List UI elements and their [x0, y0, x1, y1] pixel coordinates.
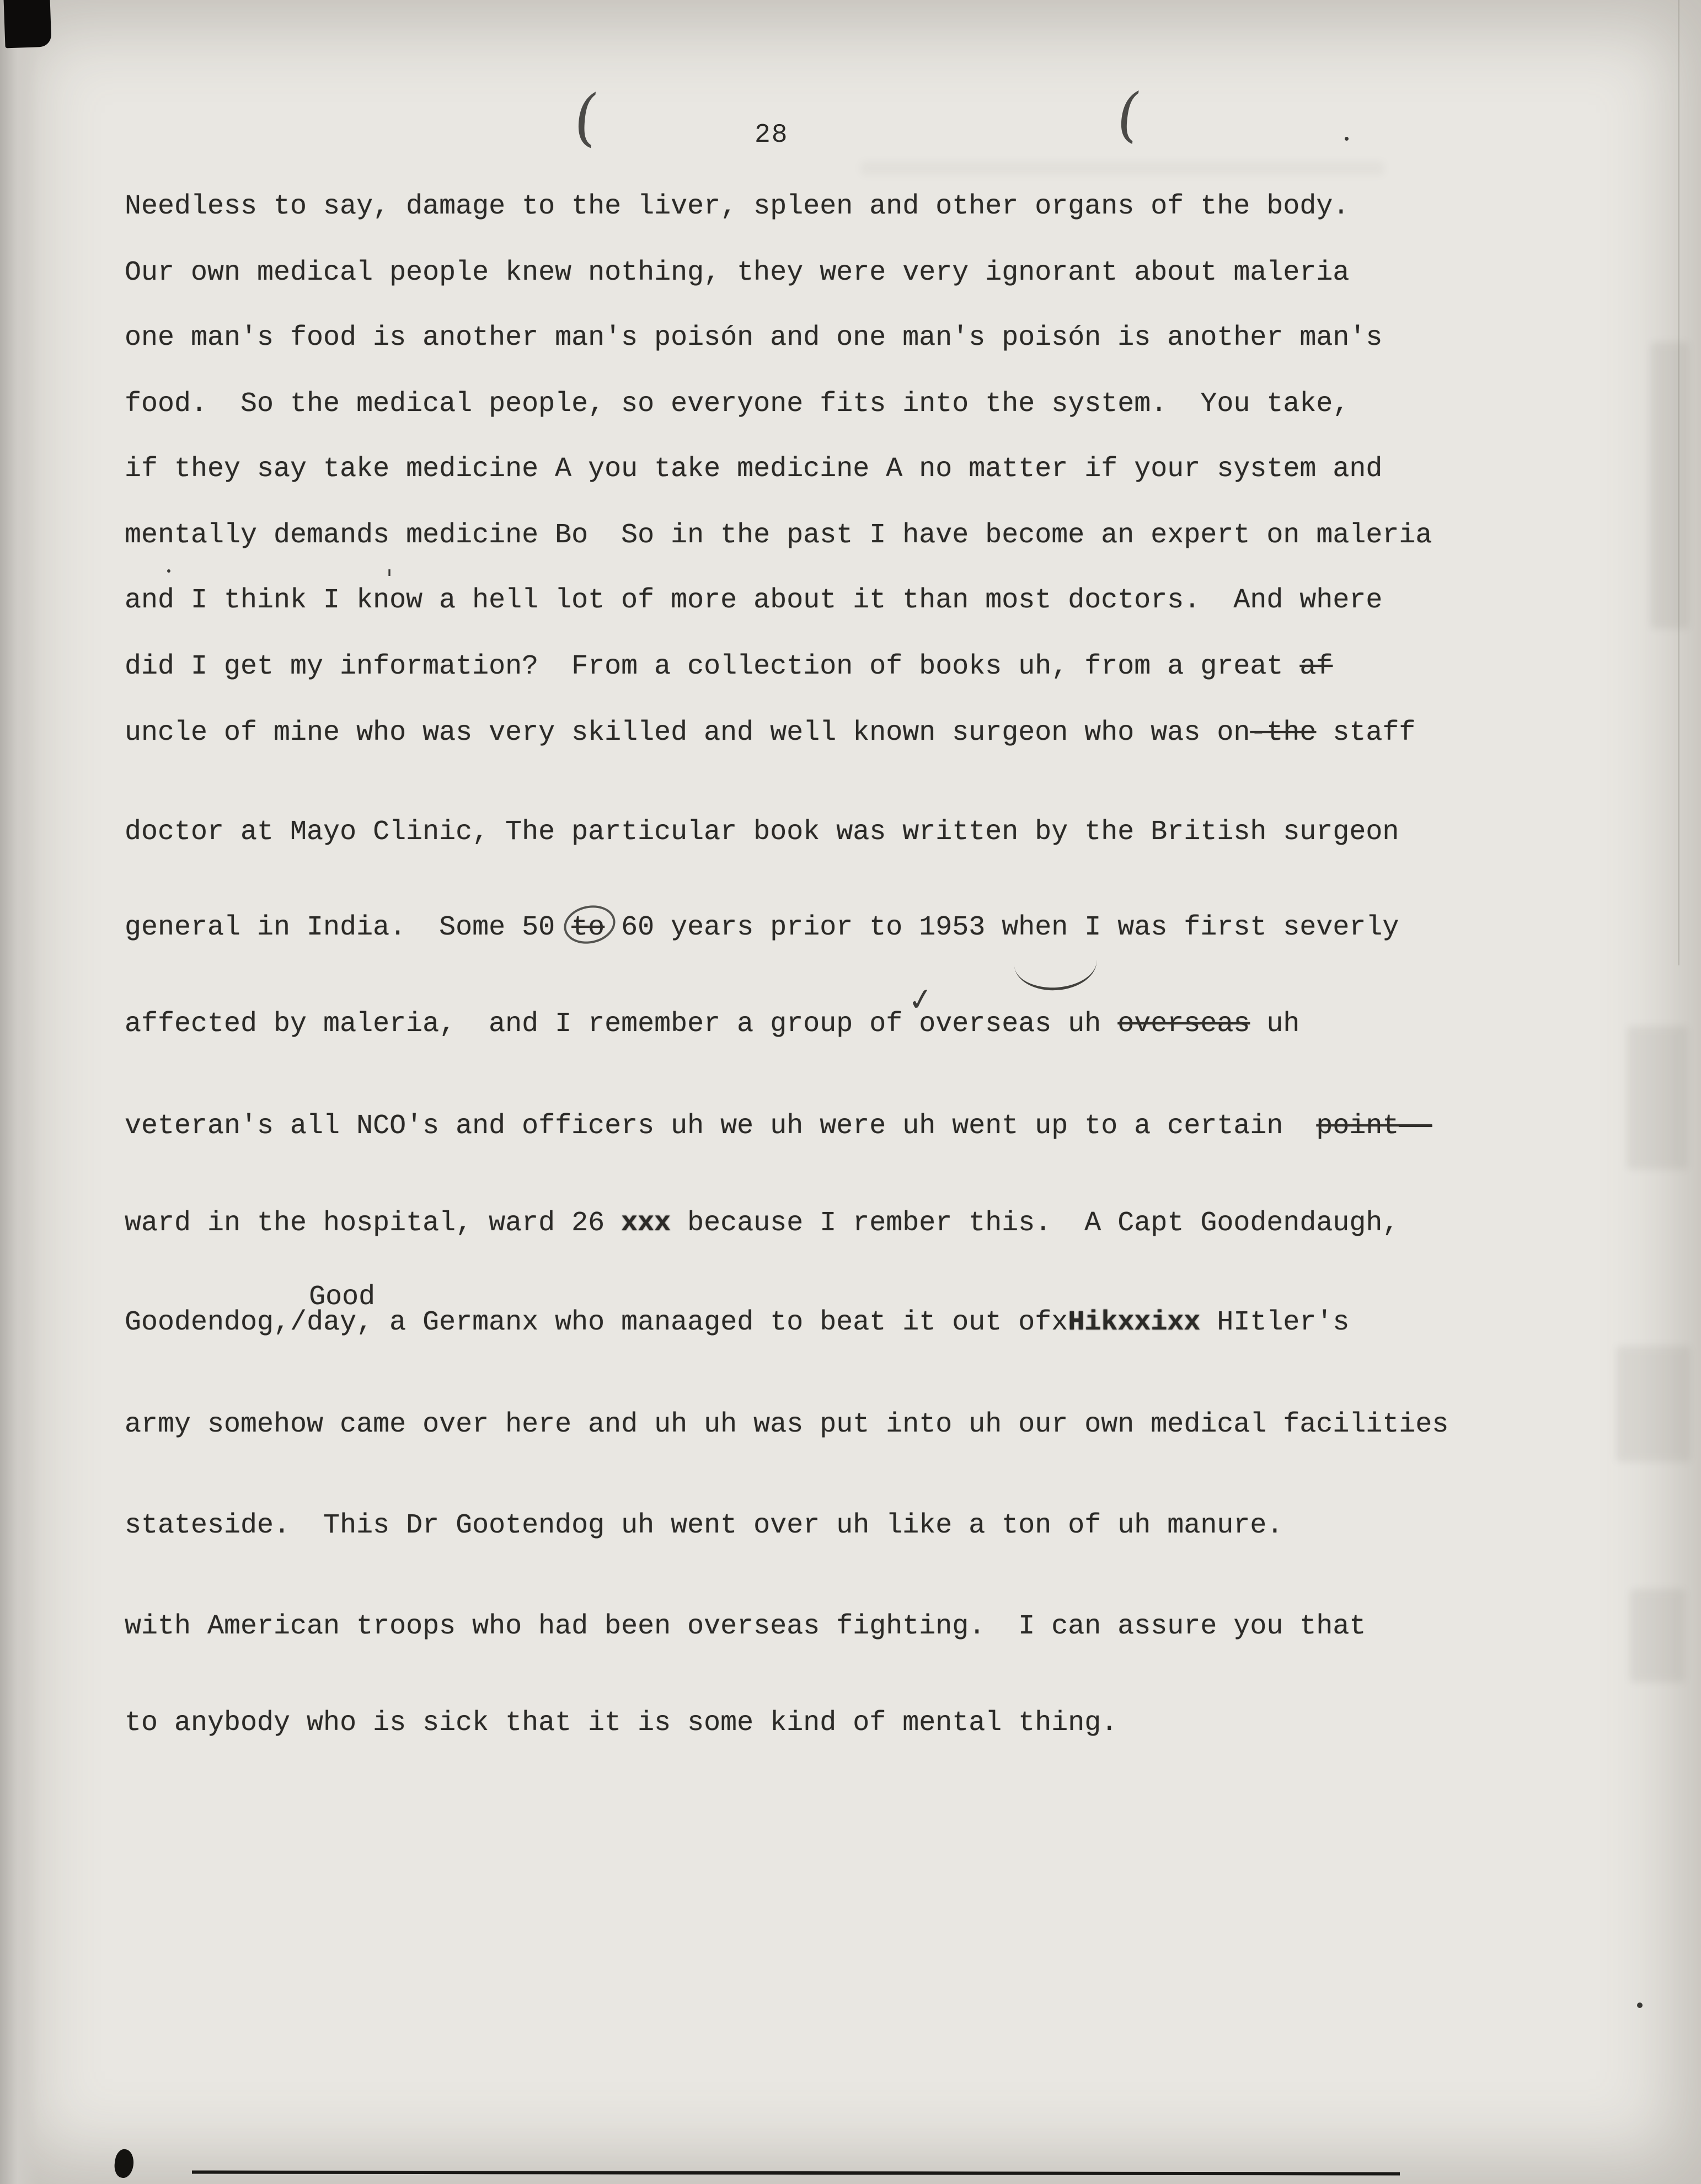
text-segment: Needless to say, damage to the liver, spleen and other organs of the body. — [125, 191, 1350, 222]
typed-insertion — [307, 1281, 376, 1338]
text-line — [125, 388, 1350, 420]
struck-text: overseas — [1117, 1008, 1250, 1040]
text-segment: day, — [307, 1307, 373, 1338]
struck-text: af — [1299, 651, 1333, 682]
text-segment: one man's food is another man's poisón and one man's poisón is another man's — [125, 322, 1383, 354]
text-line — [125, 1707, 1118, 1739]
bleed-through-smudge — [860, 161, 1384, 175]
text-line — [125, 193, 1349, 221]
text-segment: food. So the medical people, so everyone fits into the system. You take, — [125, 388, 1350, 420]
dust-speck — [167, 569, 170, 573]
text-line — [125, 1613, 1366, 1641]
text-segment: to anybody who is sick that it is some kind of mental thing. — [125, 1707, 1118, 1739]
dust-speck — [1637, 2003, 1643, 2008]
text-line — [125, 719, 1415, 747]
scan-bottom-artifact — [192, 2170, 1400, 2175]
text-line — [125, 1008, 1300, 1040]
scan-corner-artifact — [3, 0, 51, 48]
dust-speck — [1345, 137, 1349, 141]
text-segment: army somehow came over here and uh uh was put into uh our own medical facilities — [125, 1409, 1449, 1440]
struck-text: -the — [1250, 717, 1317, 749]
text-segment: HItler's — [1200, 1307, 1350, 1338]
text-line — [125, 1281, 1350, 1338]
text-segment: mentally demands medicine Bo So in the past I have become an expert on maleria — [125, 520, 1432, 551]
text-segment: stateside. This Dr Gootendog uh went over uh like a ton of uh manure. — [125, 1510, 1283, 1541]
page-number: 28 — [755, 120, 789, 150]
scan-ink-blob — [113, 2148, 136, 2179]
text-segment: ward in the hospital, ward 26 — [125, 1208, 622, 1239]
stray-apostrophe-mark: ' — [386, 565, 393, 593]
struck-text: to — [571, 912, 605, 943]
text-segment: with American troops who had been overseas fighting. I can assure you that — [125, 1611, 1366, 1642]
handwritten-paren-mark: ( — [570, 82, 601, 154]
struck-text: point—— — [1316, 1110, 1432, 1142]
text-line — [125, 653, 1333, 681]
text-line — [125, 1512, 1283, 1540]
text-segment: Our own medical people knew nothing, they were very ignorant about maleria — [125, 257, 1350, 289]
handwritten-check-mark: ✓ — [905, 980, 937, 1019]
handwritten-curve-mark — [1014, 956, 1099, 993]
text-segment: affected by maleria, and I remember a group of overseas uh — [125, 1008, 1118, 1040]
overtyped-text: xxx — [621, 1208, 671, 1239]
text-segment: did I get my information? From a collection of books uh, from a great — [125, 651, 1300, 682]
text-segment: staff — [1316, 717, 1416, 749]
text-segment: if they say take medicine A you take medicine A no matter if your system and — [125, 453, 1383, 485]
overtyped-text: Hikxxixx — [1068, 1307, 1201, 1338]
bleed-through-smudge — [1650, 342, 1689, 629]
bleed-through-smudge — [1627, 1026, 1688, 1170]
text-segment: uncle of mine who was very skilled and well known surgeon who was on — [125, 717, 1250, 749]
bleed-through-smudge — [1630, 1589, 1685, 1683]
text-line — [125, 453, 1383, 485]
text-segment: a Germanx who manaaged to beat it out ofx — [373, 1307, 1068, 1338]
bleed-through-smudge — [1616, 1346, 1691, 1462]
text-line — [125, 1210, 1399, 1237]
text-line — [125, 324, 1382, 352]
text-line — [125, 522, 1432, 549]
text-segment: veteran's all NCO's and officers uh we uh were uh went up to a certain — [125, 1110, 1317, 1142]
text-segment: because I rember this. A Capt Goodendaugh, — [671, 1208, 1399, 1239]
text-segment: Goodendog,/ — [125, 1307, 307, 1338]
text-segment: doctor at Mayo Clinic, The particular book was written by the British surgeon — [125, 816, 1399, 848]
text-segment: and I think I know a hell lot of more about it than most doctors. And where — [125, 585, 1383, 616]
text-line — [125, 259, 1349, 287]
scan-edge-shadow — [0, 0, 39, 2184]
text-segment: 60 years prior to 1953 when I was first severly — [605, 912, 1399, 943]
text-segment: general in India. Some 50 — [125, 912, 572, 943]
text-line — [125, 914, 1399, 942]
text-segment: uh — [1250, 1008, 1300, 1040]
text-line — [125, 1411, 1448, 1439]
handwritten-paren-mark: ( — [1114, 81, 1142, 150]
text-line — [125, 816, 1399, 848]
text-line — [125, 1110, 1432, 1142]
text-line — [125, 587, 1382, 615]
inserted-word-above: Good — [309, 1281, 376, 1313]
